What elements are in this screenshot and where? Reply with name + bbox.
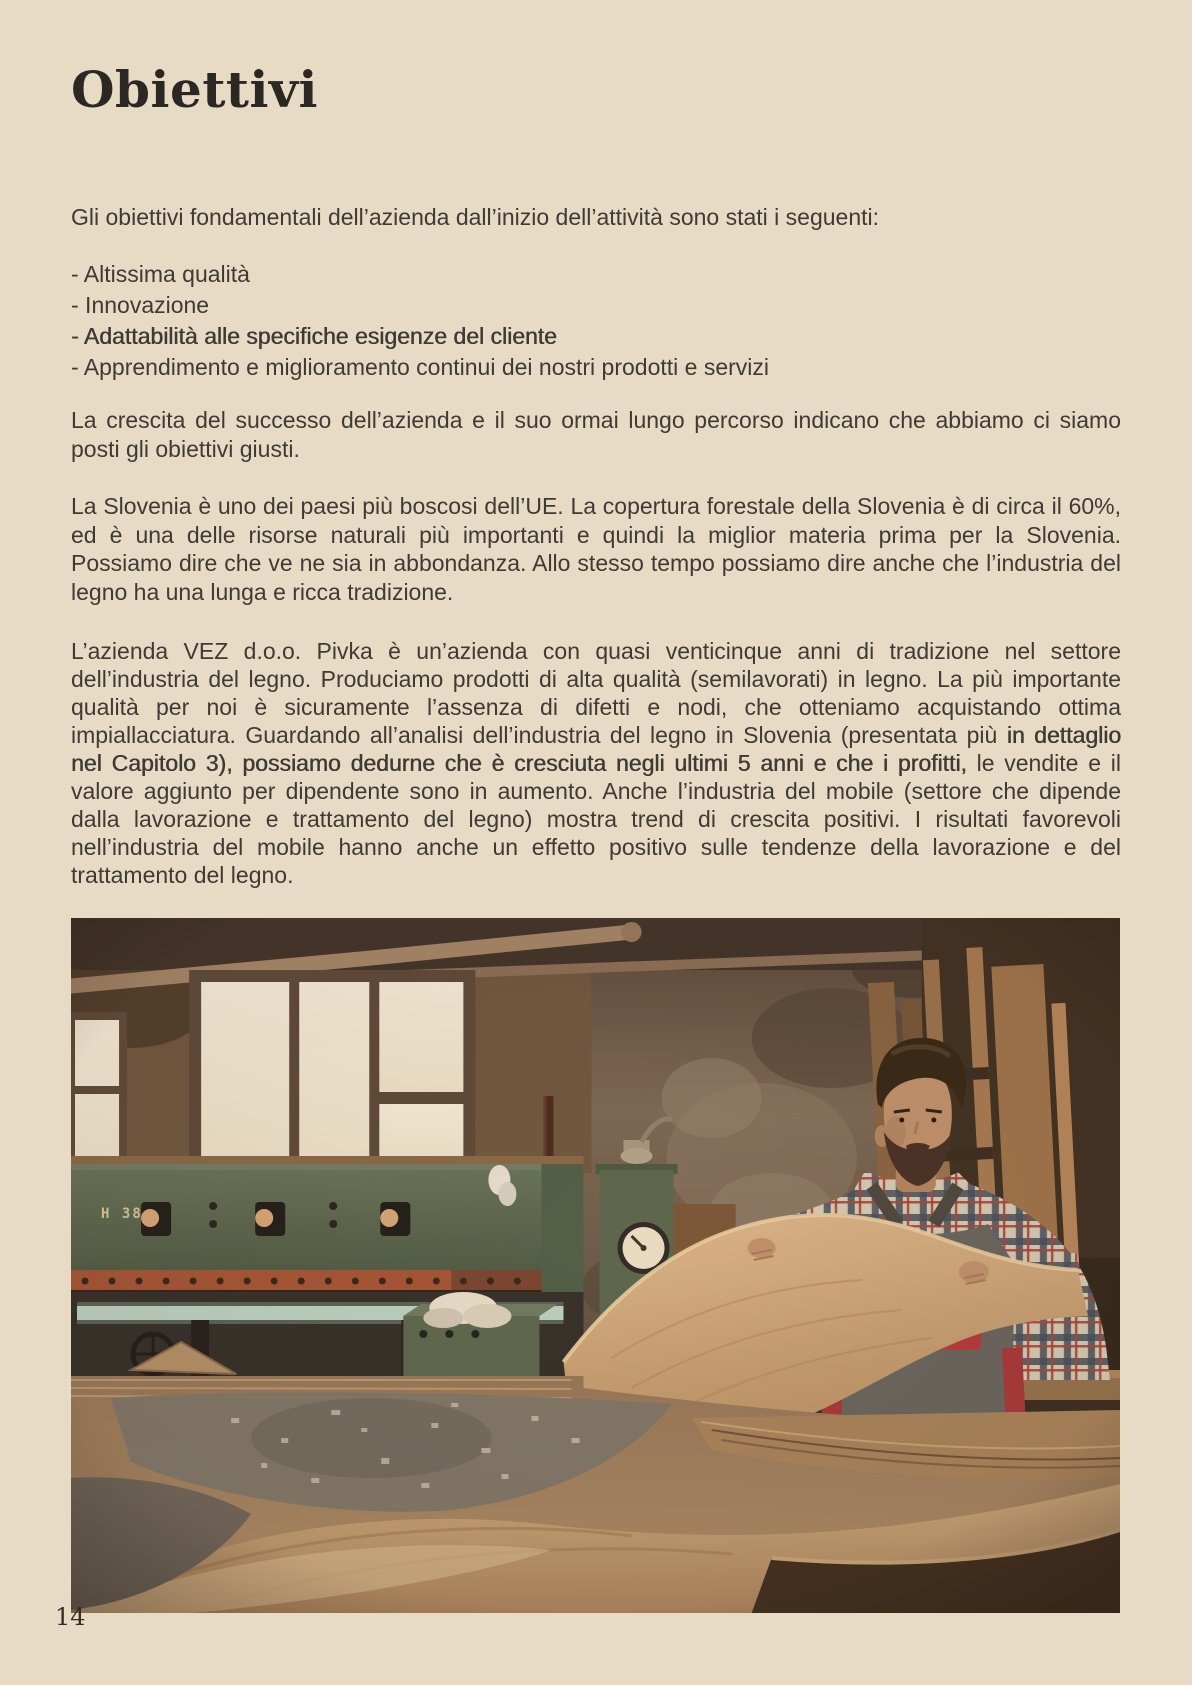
objective-item: - Adattabilità alle specifiche esigenze del cliente — [71, 323, 557, 349]
vignette-overlay — [71, 918, 1120, 1613]
company-paragraph-end: le vendite e il valore aggiunto per dipendente sono in aumento. Anche l’industria del mobile (settore che dipende dalla lavorazione e trattamento del legno) mostra trend di crescita positivi. I risultati favorevoli nell’industria del mobile hanno anche un effetto positivo sulle tendenze della lavorazione e del trattamento del legno. — [71, 750, 1121, 888]
company-paragraph — [71, 637, 1121, 889]
objective-item: - Apprendimento e miglioramento continui dei nostri prodotti e servizi — [71, 354, 770, 380]
company-paragraph-medium-segment: in dettaglio nel Capitolo 3), possiamo dedurne che è cresciuta negli ultimi 5 anni e che i profitti, — [71, 722, 1122, 776]
workshop-photo — [71, 918, 1120, 1613]
objective-item: - Altissima qualità — [71, 261, 250, 287]
slovenia-paragraph: La Slovenia è uno dei paesi più boscosi dell’UE. La copertura forestale della Slovenia è di circa il 60%, ed è una delle risorse naturali più importanti e quindi la miglior materia prima per la Slovenia. Possiamo dire che ve ne sia in abbondanza. Allo stesso tempo possiamo dire anche che l’industria del legno ha una lunga e ricca tradizione. — [71, 493, 1121, 605]
page-title: Obiettivi — [71, 60, 319, 119]
objective-item: - Innovazione — [71, 292, 210, 318]
page-number: 14 — [55, 1603, 86, 1631]
objectives-list — [71, 259, 1121, 383]
growth-paragraph: La crescita del successo dell’azienda e il suo ormai lungo percorso indicano che abbiamo ci siamo posti gli obiettivi giusti. — [71, 407, 1121, 462]
company-paragraph-start: L’azienda VEZ d.o.o. Pivka è un’azienda con quasi venticinque anni di tradizione nel settore dell’industria del legno. Produciamo prodotti di alta qualità (semilavorati) in legno. La più importante qualità per noi è sicuramente l’assenza di difetti e nodi, che otteniamo acquistando ottima impiallacciatura. Guardando all’analisi dell’industria del legno in Slovenia (presentata più — [71, 638, 1121, 748]
workshop-photo-illustration — [71, 918, 1120, 1613]
intro-paragraph: Gli obiettivi fondamentali dell’azienda dall’inizio dell’attività sono stati i seguenti: — [71, 204, 880, 230]
